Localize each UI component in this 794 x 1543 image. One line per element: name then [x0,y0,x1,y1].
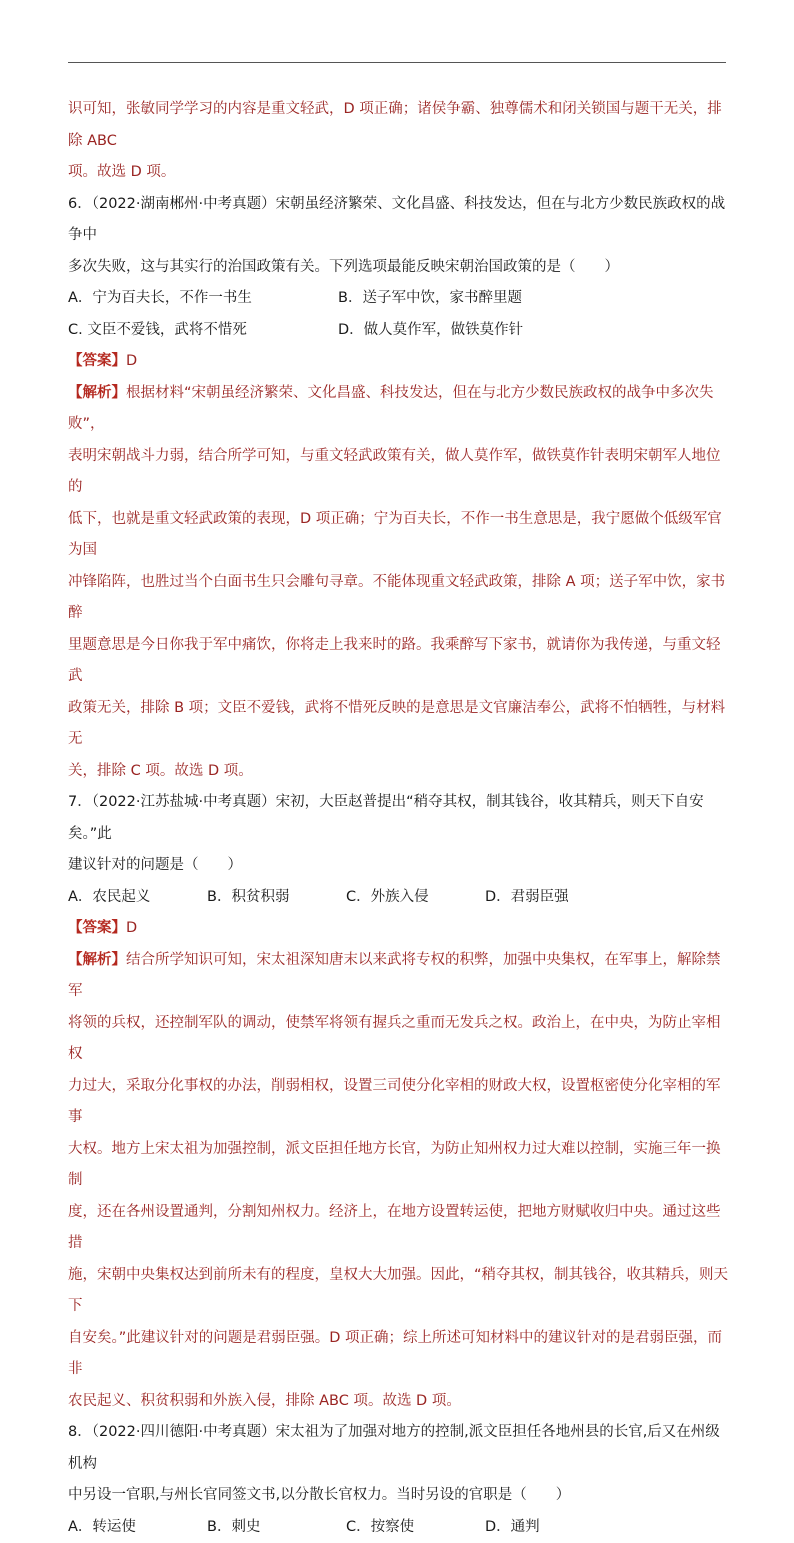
q5-explanation-line: 项。故选 D 项。 [68,157,732,189]
q7-stem-line: 7．（2022·江苏盐城·中考真题）宋初，大臣赵普提出“稍夺其权，制其钱谷，收其精兵，则天下自安矣。”此 [68,787,732,850]
q8-stem-line: 中另设一官职,与州长官同签文书,以分散长官权力。当时另设的官职是（ ） [68,1480,732,1512]
q7-option-a: A．农民起义 [68,882,207,914]
q6-options-row [68,315,732,347]
q7-answer [68,913,732,945]
answer-tag: 【答案】 [68,353,126,369]
q6-analysis-line: 里题意思是今日你我于军中痛饮，你将走上我来时的路。我乘醉写下家书，就请你为我传递，与重文轻武 [68,630,732,693]
analysis-text: 结合所学知识可知，宋太祖深知唐末以来武将专权的积弊，加强中央集权，在军事上，解除禁军 [68,952,721,1000]
header-rule [68,62,726,63]
q6-analysis-line: 低下，也就是重文轻武政策的表现，D 项正确；宁为百夫长，不作一书生意思是，我宁愿做个低级军官为国 [68,504,732,567]
q6-stem-line: 6．（2022·湖南郴州·中考真题）宋朝虽经济繁荣、文化昌盛、科技发达，但在与北方少数民族政权的战争中 [68,189,732,252]
q6-stem-line: 多次失败，这与其实行的治国政策有关。下列选项最能反映宋朝治国政策的是（ ） [68,252,732,284]
q6-option-d: D．做人莫作军，做铁莫作针 [338,315,523,347]
q7-analysis-line: 度，还在各州设置通判，分割知州权力。经济上，在地方设置转运使，把地方财赋收归中央。通过这些措 [68,1197,732,1260]
q7-analysis-line: 大权。地方上宋太祖为加强控制，派文臣担任地方长官，为防止知州权力过大难以控制，实施三年一换制 [68,1134,732,1197]
q6-options-row [68,283,732,315]
q8-option-b: B．刺史 [207,1512,346,1543]
q8-options-row [68,1512,732,1543]
analysis-tag: 【解析】 [68,385,126,401]
q7-analysis-line: 自安矣。”此建议针对的问题是君弱臣强。D 项正确；综上所述可知材料中的建议针对的是君弱臣强，而非 [68,1323,732,1386]
q5-explanation-line: 识可知，张敏同学学习的内容是重文轻武，D 项正确；诸侯争霸、独尊儒术和闭关锁国与题干无关，排除 ABC [68,94,732,157]
q8-option-c: C．按察使 [346,1512,485,1543]
answer-tag: 【答案】 [68,920,126,936]
q7-analysis-line: 施，宋朝中央集权达到前所未有的程度，皇权大大加强。因此，“稍夺其权，制其钱谷，收其精兵，则天下 [68,1260,732,1323]
analysis-text: 根据材料“宋朝虽经济繁荣、文化昌盛、科技发达，但在与北方少数民族政权的战争中多次失败”， [68,385,714,433]
q6-option-b: B．送子军中饮，家书醉里题 [338,283,522,315]
q7-analysis-line: 力过大，采取分化事权的办法，削弱相权，设置三司使分化宰相的财政大权，设置枢密使分化宰相的军事 [68,1071,732,1134]
q6-analysis-line: 政策无关，排除 B 项；文臣不爱钱，武将不惜死反映的是意思是文官廉洁奉公，武将不怕牺牲，与材料无 [68,693,732,756]
q7-analysis-line: 将领的兵权，还控制军队的调动，使禁军将领有握兵之重而无发兵之权。政治上，在中央，为防止宰相权 [68,1008,732,1071]
q6-analysis-line [68,378,732,441]
q8-stem-line: 8．（2022·四川德阳·中考真题）宋太祖为了加强对地方的控制,派文臣担任各地州县的长官,后又在州级机构 [68,1417,732,1480]
q7-options-row [68,882,732,914]
q8-option-a: A．转运使 [68,1512,207,1543]
q7-analysis-line: 农民起义、积贫积弱和外族入侵，排除 ABC 项。故选 D 项。 [68,1386,732,1418]
q6-answer [68,346,732,378]
q7-analysis-line [68,945,732,1008]
q7-option-c: C．外族入侵 [346,882,485,914]
analysis-tag: 【解析】 [68,952,126,968]
q6-option-a: A．宁为百夫长，不作一书生 [68,283,338,315]
answer-value: D [126,920,137,936]
q7-stem-line: 建议针对的问题是（ ） [68,850,732,882]
q7-option-d: D．君弱臣强 [485,882,569,914]
q6-analysis-line: 表明宋朝战斗力弱，结合所学可知，与重文轻武政策有关，做人莫作军，做铁莫作针表明宋朝军人地位的 [68,441,732,504]
q6-option-c: C. 文臣不爱钱，武将不惜死 [68,315,338,347]
document-content [68,94,732,1543]
q8-option-d: D．通判 [485,1512,540,1543]
answer-value: D [126,353,137,369]
q7-option-b: B．积贫积弱 [207,882,346,914]
q6-analysis-line: 冲锋陷阵，也胜过当个白面书生只会雕句寻章。不能体现重文轻武政策，排除 A 项；送子军中饮，家书醉 [68,567,732,630]
q6-analysis-line: 关，排除 C 项。故选 D 项。 [68,756,732,788]
